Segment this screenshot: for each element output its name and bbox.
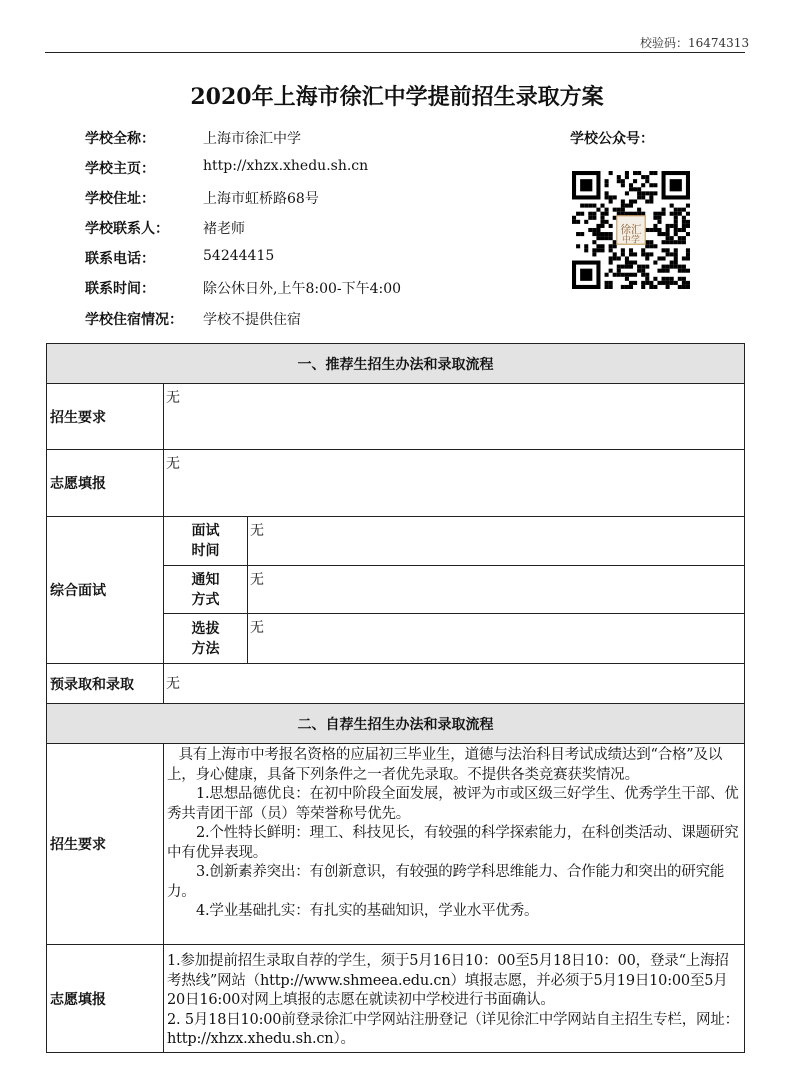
paragraph: 1.参加提前招生录取自荐的学生，须于5月16日10：00至5月18日10：00，登录“上海招考热线”网站（http://www.shmeea.edu.cn）填报志愿，并必须于5月19日10:00至5月20日16:00对网上填报的志愿在就读初中学校进行书面确认。 [167, 953, 729, 1008]
sub-value: 无 [247, 613, 745, 664]
requirements-text [163, 743, 745, 945]
wechat-label: 学校公众号： [570, 131, 654, 147]
info-label: 学校联系人： [85, 221, 169, 237]
info-value: 褚老师 [203, 221, 245, 237]
sub-value: 无 [247, 565, 745, 614]
sub-label [163, 565, 248, 614]
row-label: 志愿填报 [46, 944, 164, 1053]
info-value: 除公休日外,上午8:00-下午4:00 [203, 281, 402, 297]
info-label: 联系时间： [85, 281, 155, 297]
info-value: 上海市徐汇中学 [203, 131, 301, 147]
sub-label [163, 613, 248, 664]
paragraph: 具有上海市中考报名资格的应届初三毕业生，道德与法治科目考试成绩达到“合格”及以上，身心健康，具备下列条件之一者优先录取。不提供各类竞赛获奖情况。 [167, 747, 723, 783]
section2-header: 二、自荐生招生办法和录取流程 [46, 703, 745, 744]
sub-label-text: 通知方式 [191, 571, 220, 608]
info-label: 学校住宿情况： [85, 312, 183, 328]
info-label: 联系电话： [85, 251, 155, 267]
paragraph: 4.学业基础扎实：有扎实的基础知识，学业水平优秀。 [196, 903, 539, 919]
info-value: 学校不提供住宿 [203, 312, 301, 328]
paragraph: 1.思想品德优良：在初中阶段全面发展，被评为市或区级三好学生、优秀学生干部、优秀共青团干部（员）等荣誉称号优先。 [167, 786, 739, 822]
svg-text:徐汇: 徐汇 [620, 223, 642, 236]
row-value: 无 [163, 663, 745, 704]
sub-label-text: 面试时间 [191, 523, 220, 559]
row-label: 综合面试 [46, 516, 164, 664]
header-divider [45, 52, 745, 53]
row-label: 志愿填报 [46, 449, 164, 517]
row-value: 无 [163, 383, 745, 450]
wechat-qr-code-icon [572, 170, 690, 290]
svg-text:中学: 中学 [622, 235, 640, 246]
info-value: 54244415 [203, 248, 275, 264]
info-label: 学校全称： [85, 131, 155, 147]
sub-value: 无 [247, 516, 745, 566]
info-label: 学校主页： [85, 161, 155, 177]
paragraph: 2. 5月18日10:00前登录徐汇中学网站注册登记（详见徐汇中学网站自主招生专栏，网址：http://xhzx.xhedu.sh.cn）。 [167, 1011, 739, 1047]
info-label: 学校住址： [85, 191, 155, 207]
row-label: 预录取和录取 [46, 663, 164, 704]
paragraph: 3.创新素养突出：有创新意识，有较强的跨学科思维能力、合作能力和突出的研究能力。 [167, 864, 725, 900]
sub-label [163, 516, 248, 566]
row-value: 无 [163, 449, 745, 517]
verify-code: 校验码：16474313 [640, 36, 750, 50]
info-value[interactable]: http://xhzx.xhedu.sh.cn [203, 158, 369, 174]
section1-header: 一、推荐生招生办法和录取流程 [46, 343, 745, 384]
row-label: 招生要求 [46, 383, 164, 450]
sub-label-text: 选拔方法 [191, 620, 220, 657]
paragraph: 2.个性特长鲜明：理工、科技见长，有较强的科学探索能力，在科创类活动、课题研究中有优异表现。 [167, 825, 739, 861]
info-value: 上海市虹桥路68号 [203, 191, 319, 207]
application-text [163, 944, 745, 1053]
row-label: 招生要求 [46, 743, 164, 945]
page-title: 2020年上海市徐汇中学提前招生录取方案 [190, 84, 604, 110]
